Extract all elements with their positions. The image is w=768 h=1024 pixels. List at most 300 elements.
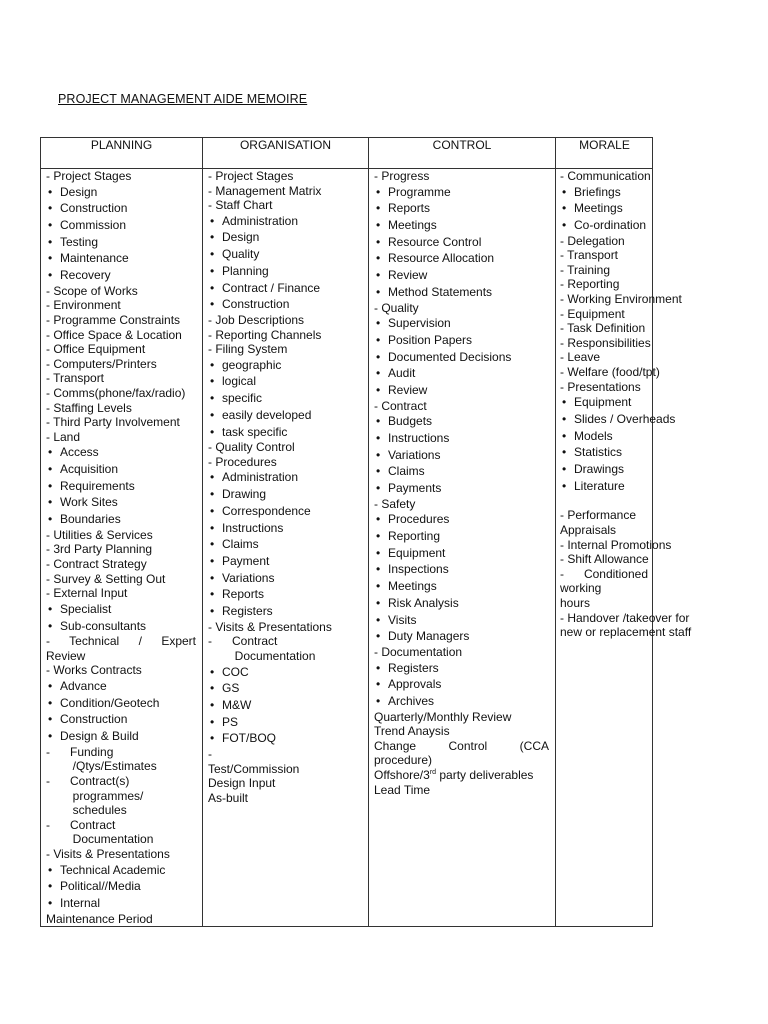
item-text: Lead Time [374,782,431,797]
bullet-item [208,424,363,441]
bullet-item [46,618,196,635]
bullet-item [208,680,363,697]
list-item [208,342,363,357]
item-text: Instructions [388,430,450,445]
item-text: Change Control (CCA [374,738,549,753]
list-item [560,263,648,278]
item-text: Documentation [46,832,154,847]
item-text: - Funding [46,744,114,759]
bullet-item [374,528,549,545]
item-text: Archives [388,693,435,708]
item-text: Audit [388,366,416,381]
item-text: - Utilities & Services [46,527,153,542]
list-item [46,284,196,299]
bullet-item [208,570,363,587]
header-morale: MORALE [579,138,630,152]
list-item [560,248,648,263]
list-item [46,328,196,343]
bullet-item [208,246,363,263]
item-text: - [208,747,212,762]
column-control [374,169,549,797]
bullet-item [374,693,549,710]
list-item [374,724,549,739]
item-text: geographic [222,357,282,372]
list-item [46,649,196,664]
list-item [46,342,196,357]
list-item [46,386,196,401]
item-text: - Contract Strategy [46,557,147,572]
item-text: Specialist [60,601,112,616]
bullet-item [46,862,196,879]
bullet-item [46,444,196,461]
bullet-item [46,234,196,251]
item-text: - Reporting [560,277,620,292]
bullet-item [374,480,549,497]
aide-memoire-table [40,137,692,927]
header-organisation: ORGANISATION [239,138,332,152]
list-item [46,759,196,774]
item-text: - Technical / Expert [46,634,196,649]
bullet-item [208,263,363,280]
list-item [208,649,363,664]
item-text: Sub-consultants [60,618,147,633]
bullet-item [46,511,196,528]
bullet-item [374,447,549,464]
item-text: Planning [222,263,269,278]
bullet-item [208,503,363,520]
item-text: - Internal Promotions [560,537,672,552]
item-text: Visits [388,612,417,627]
bullet-item [208,536,363,553]
item-text: Review [46,648,86,663]
item-text: schedules [46,803,127,818]
list-item [560,277,648,292]
bullet-item [208,664,363,681]
item-text: Models [574,428,613,443]
list-item [560,292,682,307]
bullet-item [46,895,196,912]
list-item [208,455,363,470]
bullet-item [374,284,549,301]
bullet-item [208,296,363,313]
list-item [208,184,363,199]
bullet-item [374,332,549,349]
bullet-item [374,463,549,480]
item-text: Documented Decisions [388,349,512,364]
bullet-item [46,184,196,201]
bullet-item [560,461,648,478]
item-text: Administration [222,470,299,485]
item-text: - Computers/Printers [46,356,157,371]
item-text: - Progress [374,169,430,183]
bullet-item [374,382,549,399]
item-text: - Office Space & Location [46,327,182,342]
item-text: - Contract(s) [46,774,130,789]
item-text: Budgets [388,414,433,429]
list-item [374,497,549,512]
item-text: specific [222,391,263,406]
bullet-item [208,714,363,731]
item-text: - Leave [560,350,601,365]
list-item [208,328,363,343]
item-text: Political//Media [60,879,141,894]
bullet-item [208,603,363,620]
list-item [208,620,363,635]
item-text: - Comms(phone/fax/radio) [46,385,186,400]
item-text: Maintenance [60,251,129,266]
list-item [208,440,363,455]
item-text: Construction [60,712,128,727]
item-text: - Third Party Involvement [46,415,180,430]
item-text: hours [560,596,591,611]
bullet-item [560,184,648,201]
bullet-item [374,365,549,382]
bullet-item [374,413,549,430]
item-text: Quality [222,247,260,262]
list-item [46,803,196,818]
list-item [560,610,690,626]
list-item [208,634,363,649]
column-morale [560,169,692,640]
list-item [46,789,196,804]
item-text: Condition/Geotech [60,695,160,710]
list-item [374,783,549,798]
item-text: Risk Analysis [388,595,459,610]
item-text: - Works Contracts [46,663,142,678]
list-item [560,365,660,380]
item-text: Drawings [574,462,625,477]
item-text: Variations [388,447,441,462]
item-text: - Contract [46,817,116,832]
list-item [208,776,363,791]
list-item [46,774,196,789]
bullet-item [208,373,363,390]
item-text: Documentation [208,649,316,663]
list-item [208,747,363,762]
item-text: Contract / Finance [222,280,321,295]
item-text: - Job Descriptions [208,313,305,327]
bullet-item [46,217,196,234]
list-item [374,753,549,768]
bullet-item [374,628,549,645]
item-text: - Contract [208,634,278,649]
item-text: - Staffing Levels [46,400,132,415]
item-text: - Task Definition [560,321,646,336]
item-text: Inspections [388,562,449,577]
item-text: - Transport [46,371,105,386]
bullet-item [374,184,549,201]
item-text-continued: party deliverables [436,768,534,783]
item-text: Design & Build [60,729,139,744]
column-organisation [208,169,363,805]
list-item [560,169,651,184]
item-text: Slides / Overheads [574,411,676,426]
item-text: Appraisals [560,523,617,538]
item-text: Design Input [208,776,276,791]
bullet-item [208,229,363,246]
item-text: Resource Control [388,234,482,249]
bullet-item [560,394,648,411]
item-text: - Performance [560,508,637,523]
item-text: - Office Equipment [46,342,146,357]
item-text: - Filing System [208,342,288,357]
bullet-item [560,444,648,461]
item-text: - Equipment [560,306,625,321]
item-text: - Safety [374,496,416,511]
list-item [46,818,196,833]
bullet-item [374,578,549,595]
item-text: Instructions [222,520,284,535]
item-text: /Qtys/Estimates [46,759,157,774]
list-item [208,762,363,777]
item-text: - Transport [560,248,619,263]
column-divider [202,138,203,926]
bullet-item [374,349,549,366]
item-text: Reporting [388,529,441,544]
item-text: Meetings [574,201,623,216]
item-text: - Contract [374,398,427,413]
item-text: Meetings [388,579,437,594]
list-item [208,313,363,328]
bullet-item [560,428,648,445]
header-control: CONTROL [432,138,492,152]
item-text: Administration [222,213,299,228]
bullet-item [374,234,549,251]
item-text: Claims [222,537,259,552]
header-planning: PLANNING [90,138,153,152]
item-text: - Survey & Setting Out [46,571,166,586]
item-text: Meetings [388,218,437,232]
bullet-item [46,695,196,712]
bullet-item [46,494,196,511]
item-text: Resource Allocation [388,251,495,266]
item-text: new or replacement staff [560,625,692,640]
list-item [374,399,549,414]
item-text: procedure) [374,753,433,768]
list-item [46,313,196,328]
bullet-item [374,511,549,528]
bullet-item [208,357,363,374]
list-item [46,745,196,760]
bullet-item [208,407,363,424]
item-text: Commission [60,218,127,232]
list-item [46,169,196,184]
bullet-item [560,411,676,428]
bullet-item [46,200,196,217]
item-text: - Shift Allowance [560,552,649,567]
item-text: Internal [60,895,101,910]
bullet-item [374,612,549,629]
list-item [560,537,672,553]
bullet-item [46,878,196,895]
item-text: - Project Stages [46,169,132,183]
item-text: Design [60,184,98,199]
list-item [560,596,648,611]
list-item [46,298,196,313]
list-item [208,198,363,213]
bullet-item [46,461,196,478]
list-item [46,430,196,445]
item-text: - Programme Constraints [46,313,181,327]
bullet-item [374,315,549,332]
bullet-item [46,267,196,284]
list-item [560,625,692,640]
item-text: task specific [222,424,288,439]
item-text: - Visits & Presentations [46,846,170,861]
list-item [560,335,651,351]
item-text: Design [222,230,260,245]
item-text: PS [222,714,239,729]
item-text: Supervision [388,316,451,331]
bullet-item [208,213,363,230]
item-text: Reports [222,587,265,602]
item-text: Literature [574,478,625,493]
item-text: Trend Anaysis [374,724,450,739]
list-item [46,542,196,557]
list-item [560,321,648,336]
bullet-item [374,676,549,693]
superscript: rd [429,769,437,777]
list-item [374,169,549,184]
item-text: - Handover /takeover for [560,610,690,625]
list-item [46,557,196,572]
item-text: - Environment [46,298,121,313]
document-title: PROJECT MANAGEMENT AIDE MEMOIRE [58,92,308,106]
list-item [46,572,196,587]
bullet-item [208,486,363,503]
bullet-item [374,217,549,234]
bullet-item [374,200,549,217]
list-item [374,301,549,316]
item-text: Payment [222,554,270,568]
list-item [208,169,363,184]
bullet-item [46,711,196,728]
item-text: Payments [388,481,442,496]
item-text: - Staff Chart [208,198,273,213]
item-text: Review [388,382,428,397]
list-item [560,567,648,596]
bullet-item [374,267,549,284]
item-text: easily developed [222,407,312,422]
item-text: - Quality [374,300,419,315]
item-text: Access [60,445,99,460]
list-item [560,552,648,567]
item-text: Testing [60,234,99,249]
bullet-item [208,469,363,486]
list-item [208,791,363,806]
list-item [374,710,549,725]
item-text: M&W [222,698,252,712]
item-text: - Welfare (food/tpt) [560,365,660,380]
list-item [560,350,648,365]
list-item [46,371,196,386]
bullet-item [208,553,363,570]
item-text: - Delegation [560,233,625,248]
item-text: Equipment [574,395,632,410]
column-divider [555,138,556,926]
item-text: Correspondence [222,503,311,518]
item-text: - External Input [46,586,128,601]
list-item [46,415,196,430]
item-text: Quarterly/Monthly Review [374,709,512,724]
item-text: Acquisition [60,462,119,477]
list-item [560,494,648,508]
item-text: - Reporting Channels [208,327,322,342]
item-text: - Scope of Works [46,283,138,298]
list-item [46,357,196,372]
bullet-item [374,250,549,267]
item-text: Claims [388,464,425,479]
item-text: - Communication [560,169,651,183]
list-item [560,307,648,322]
item-text: Construction [222,297,290,312]
item-text: GS [222,681,240,696]
bullet-item [374,561,549,578]
bullet-item [208,520,363,537]
item-text: programmes/ [46,788,144,803]
item-text: Recovery [60,268,111,283]
bullet-item [46,678,196,695]
bullet-item [560,478,648,495]
item-text: Offshore/3 [374,768,430,783]
item-text: Requirements [60,478,135,493]
item-text: Statistics [574,445,623,460]
list-item [46,663,196,678]
list-item [374,739,549,754]
list-item [46,586,196,601]
item-text: - Visits & Presentations [208,619,332,634]
bullet-item [208,390,363,407]
list-item [560,508,648,523]
item-text: - Training [560,262,611,277]
bullet-item [46,601,196,618]
item-text: - Presentations [560,379,641,394]
item-text: Technical Academic [60,862,166,877]
item-text: - Conditioned working [560,566,648,596]
bullet-item [208,730,363,747]
bullet-item [560,217,648,234]
list-item [46,401,196,416]
item-text: - Procedures [208,454,277,469]
item-text: Equipment [388,545,446,560]
item-text: Review [388,268,428,283]
list-item [560,523,648,538]
bullet-item [374,660,549,677]
item-text: Programme [388,184,451,199]
item-text: - 3rd Party Planning [46,542,153,557]
item-text: logical [222,374,257,389]
item-text: Position Papers [388,332,473,347]
list-item [560,380,648,395]
item-text: - Land [46,429,81,444]
item-text: - Documentation [374,644,463,659]
list-item [46,912,196,927]
bullet-item [560,200,648,217]
item-text: Method Statements [388,284,493,299]
item-text: - Quality Control [208,440,295,455]
item-text: - Working Environment [560,292,682,307]
item-text: Maintenance Period [46,911,153,926]
item-text: Variations [222,570,275,585]
bullet-item [46,728,196,745]
item-text: Construction [60,201,128,216]
column-divider [368,138,369,926]
list-item [560,234,648,249]
bullet-item [46,478,196,495]
bullet-item [208,586,363,603]
item-text: Work Sites [60,495,118,510]
item-text: Advance [60,679,107,694]
